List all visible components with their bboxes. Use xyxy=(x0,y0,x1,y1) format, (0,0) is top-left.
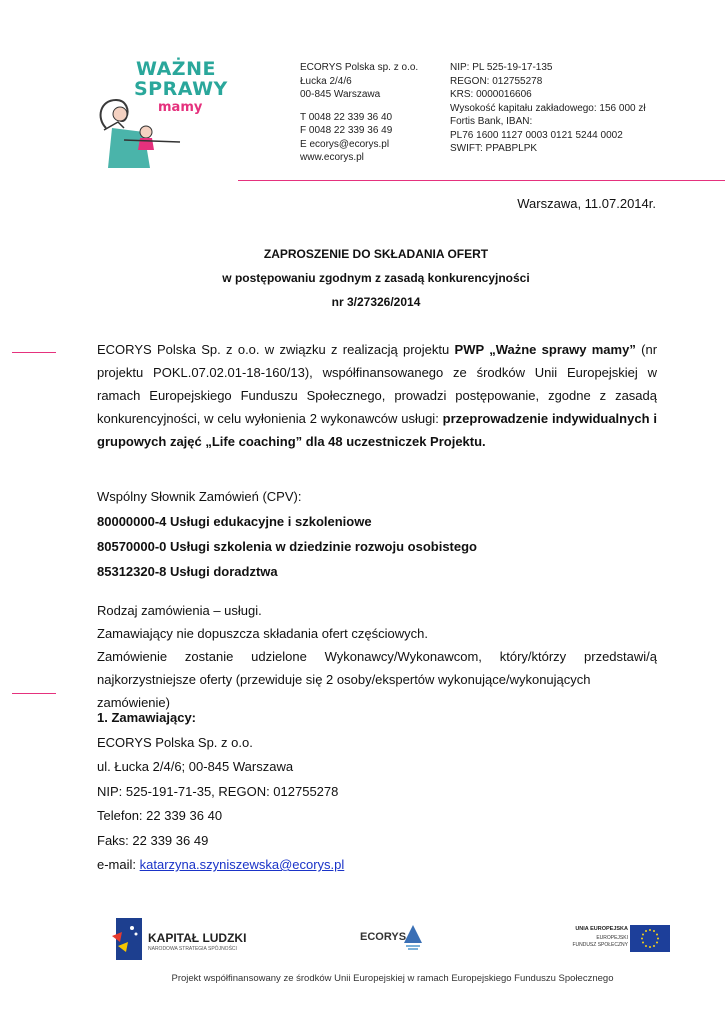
section1-heading: 1. Zamawiający: xyxy=(97,710,196,725)
header-city: 00-845 Warszawa xyxy=(300,89,381,100)
contracting-authority xyxy=(97,706,657,878)
ecorys-triangle-icon xyxy=(404,925,422,951)
email-label: e-mail: xyxy=(97,857,140,872)
eu-logo xyxy=(560,924,670,954)
order-award-line2: najkorzystniejsze oferty (przewiduje się 2 osoby/ekspertów wykonujące/wykonujących zamówienie) xyxy=(97,672,591,710)
order-section xyxy=(97,599,657,714)
kl-subtitle: NARODOWA STRATEGIA SPÓJNOŚCI xyxy=(148,946,237,952)
authority-address: ul. Łucka 2/4/6; 00-845 Warszawa xyxy=(97,759,294,774)
header-email: E ecorys@ecorys.pl xyxy=(300,138,390,150)
project-name: PWP „Ważne sprawy mamy” xyxy=(454,342,636,357)
ecorys-wordmark: ECORYS xyxy=(360,931,407,943)
header-company: ECORYS Polska sp. z o.o. xyxy=(300,62,419,73)
cpv-item: 85312320-8 Usługi doradztwa xyxy=(97,564,278,579)
margin-marker-1 xyxy=(12,352,56,353)
logo-line3: mamy xyxy=(158,100,203,115)
email-link[interactable]: katarzyna.szyniszewska@ecorys.pl xyxy=(139,857,345,872)
cpv-item: 80000000-4 Usługi edukacyjne i szkoleniowe xyxy=(97,514,372,529)
order-type: Rodzaj zamówienia – usługi. xyxy=(97,603,262,618)
header-regon: REGON: 012755278 xyxy=(450,75,543,87)
eu-flag-icon xyxy=(630,925,670,952)
order-partial: Zamawiający nie dopuszcza składania ofert częściowych. xyxy=(97,626,428,641)
authority-name: ECORYS Polska Sp. z o.o. xyxy=(97,734,253,750)
header-krs: KRS: 0000016606 xyxy=(450,89,532,100)
header-web: www.ecorys.pl xyxy=(300,152,364,163)
mother-child-illustration xyxy=(94,88,206,168)
authority-fax: Faks: 22 339 36 49 xyxy=(97,832,209,848)
header-phone: T 0048 22 339 36 40 xyxy=(300,111,393,123)
cpv-section xyxy=(97,484,657,584)
header-capital: Wysokość kapitału zakładowego: 156 000 zł xyxy=(450,102,646,114)
logo-line2: SPRAWY xyxy=(134,78,228,100)
margin-marker-2 xyxy=(12,693,56,694)
logo-line1: WAŻNE xyxy=(136,58,216,80)
document-title xyxy=(96,242,656,314)
document-date: Warszawa, 11.07.2014r. xyxy=(517,196,656,211)
header-swift: SWIFT: PPABPLPK xyxy=(450,143,538,154)
eu-line1: UNIA EUROPEJSKA xyxy=(575,926,628,932)
authority-email-row xyxy=(97,853,657,878)
intro-paragraph xyxy=(97,338,657,453)
authority-ids: NIP: 525-191-71-35, REGON: 012755278 xyxy=(97,783,339,799)
order-award-line1: Zamówienie zostanie udzielone Wykonawcy/Wykonawcom, który/którzy przedstawi/ą xyxy=(97,649,657,664)
header-fax: F 0048 22 339 36 49 xyxy=(300,125,393,136)
title-line3: nr 3/27326/2014 xyxy=(331,295,421,309)
kl-title: KAPITAŁ LUDZKI xyxy=(148,931,247,945)
intro-part-c: (nr projektu POKL.07.02.01-18-160/13), współfinansowanego ze środków Unii Europejskiej w ramach Europejskiego Funduszu Społecznego, prowadzi postępowanie, zgodne z zasadą konkurencyjności, w celu wyłonienia 2 wykonawców usługi: xyxy=(97,342,658,426)
eu-line2: EUROPEJSKI xyxy=(596,935,628,941)
header-street: Łucka 2/4/6 xyxy=(300,75,352,87)
eu-line3: FUNDUSZ SPOŁECZNY xyxy=(572,942,628,948)
header-company-block xyxy=(300,61,418,165)
intro-part-a: ECORYS Polska Sp. z o.o. w związku z realizacją projektu xyxy=(97,342,455,357)
footer-cofinancing-note: Projekt współfinansowany ze środków Unii Europejskiej w ramach Europejskiego Funduszu Społecznego xyxy=(171,973,614,984)
kapital-ludzki-emblem-icon xyxy=(112,918,144,960)
header-nip: NIP: PL 525-19-17-135 xyxy=(450,62,553,73)
project-logo xyxy=(94,58,228,168)
authority-phone: Telefon: 22 339 36 40 xyxy=(97,808,223,823)
title-line2: w postępowaniu zgodnym z zasadą konkurencyjności xyxy=(222,271,530,285)
title-line1: ZAPROSZENIE DO SKŁADANIA OFERT xyxy=(263,247,489,261)
header-divider xyxy=(238,180,725,181)
header-bank: Fortis Bank, IBAN: xyxy=(450,116,533,127)
header-registry-block xyxy=(450,61,646,156)
kapital-ludzki-logo xyxy=(112,918,252,962)
header-iban: PL76 1600 1127 0003 0121 5244 0002 xyxy=(450,129,623,141)
cpv-heading: Wspólny Słownik Zamówień (CPV): xyxy=(97,489,302,504)
cpv-item: 80570000-0 Usługi szkolenia w dziedzinie rozwoju osobistego xyxy=(97,539,477,554)
service-description: przeprowadzenie indywidualnych i grupowych zajęć „Life coaching” dla 48 uczestniczek Projektu. xyxy=(97,411,657,449)
ecorys-footer-logo xyxy=(360,925,424,953)
